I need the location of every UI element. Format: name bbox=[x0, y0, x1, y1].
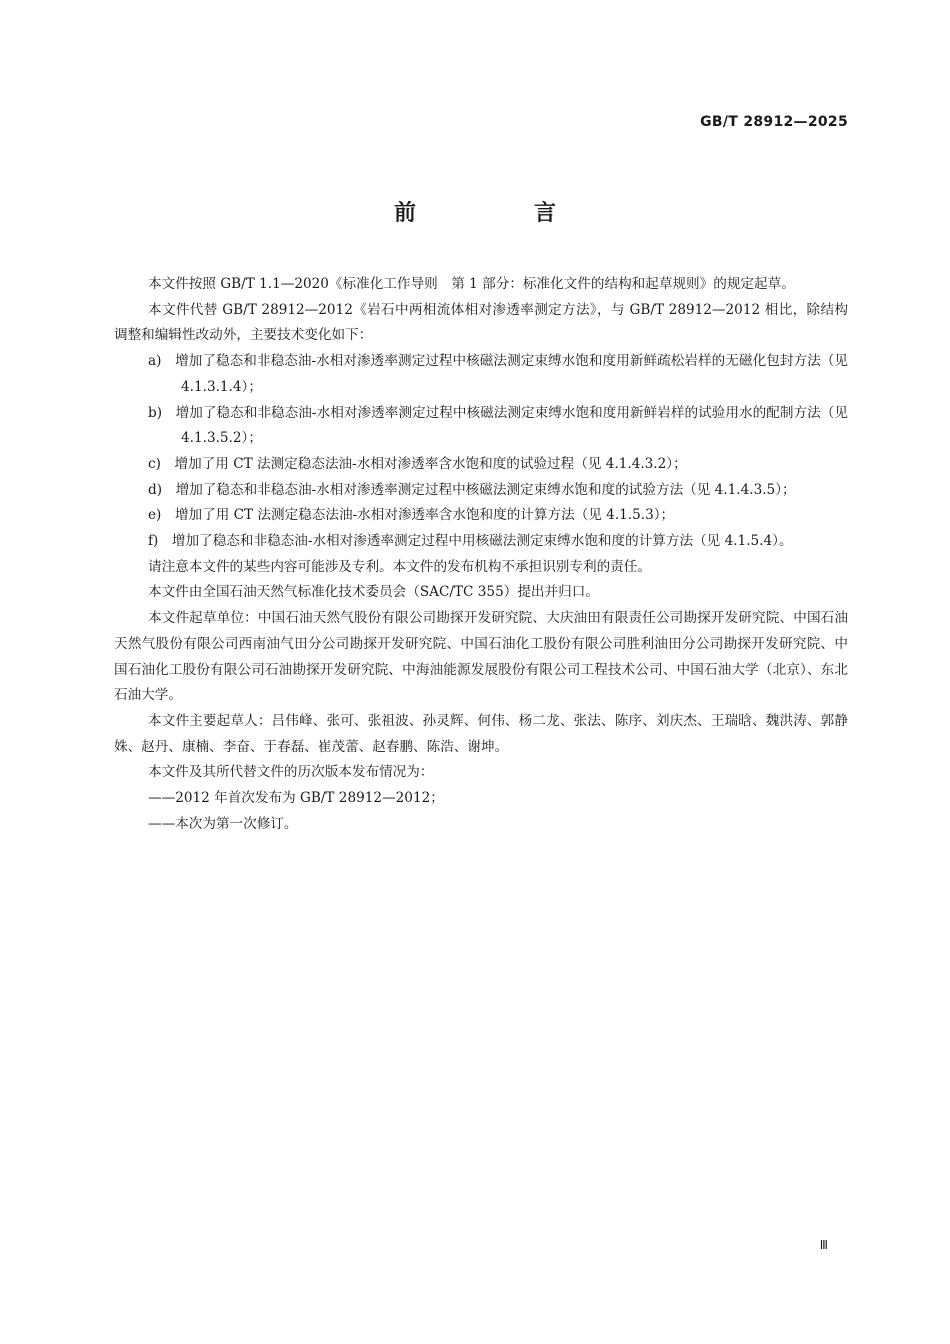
standard-code: GB/T 28912—2025 bbox=[700, 114, 848, 130]
paragraph-drafting-rules: 本文件按照 GB/T 1.1—2020《标准化工作导则 第 1 部分：标准化文件的结构和起草规则》的规定起草。 bbox=[148, 276, 795, 292]
paragraph-drafters: 本文件主要起草人：吕伟峰、张可、张祖波、孙灵辉、何伟、杨二龙、张法、陈序、刘庆杰、王瑞晗、魏洪涛、郭静姝、赵丹、康楠、李奋、于春磊、崔茂蕾、赵春鹏、陈浩、谢坤。 bbox=[114, 712, 848, 755]
foreword-body bbox=[114, 272, 848, 837]
paragraph-patent: 请注意本文件的某些内容可能涉及专利。本文件的发布机构不承担识别专利的责任。 bbox=[148, 558, 651, 575]
paragraph-replacement: 本文件代替 GB/T 28912—2012《岩石中两相流体相对渗透率测定方法》，与 GB/T 28912—2012 相比，除结构调整和编辑性改动外，主要技术变化如下： bbox=[114, 301, 848, 344]
list-item: f) 增加了稳态和非稳态油-水相对渗透率测定过程中用核磁法测定束缚水饱和度的计算方法（见 4.1.5.4）。 bbox=[148, 533, 793, 550]
paragraph-drafting-units: 本文件起草单位：中国石油天然气股份有限公司勘探开发研究院、大庆油田有限责任公司勘探开发研究院、中国石油天然气股份有限公司西南油气田分公司勘探开发研究院、中国石油化工股份有限公司胜利油田分公司勘探开发研究院、中国石油化工股份有限公司石油勘探开发研究院、中海油能源发展股份有限公司工程技术公司、中国石油大学（北京）、东北石油大学。 bbox=[114, 610, 848, 704]
paragraph-committee: 本文件由全国石油天然气标准化技术委员会（SAC/TC 355）提出并归口。 bbox=[148, 584, 599, 601]
list-item: d) 增加了稳态和非稳态油-水相对渗透率测定过程中核磁法测定束缚水饱和度的试验方法（见 4.1.4.3.5）； bbox=[148, 481, 796, 498]
page-number: Ⅲ bbox=[819, 1238, 828, 1252]
history-item: ——2012 年首次发布为 GB/T 28912—2012； bbox=[148, 790, 444, 807]
list-item: e) 增加了用 CT 法测定稳态法油-水相对渗透率含水饱和度的计算方法（见 4.1.5.3）； bbox=[148, 507, 675, 524]
list-item: c) 增加了用 CT 法测定稳态法油-水相对渗透率含水饱和度的试验过程（见 4.1.4.3.2）； bbox=[148, 455, 687, 472]
list-item: a) 增加了稳态和非稳态油-水相对渗透率测定过程中核磁法测定束缚水饱和度用新鲜疏松岩样的无磁化包封方法（见 4.1.3.1.4）； bbox=[148, 353, 848, 395]
page-title: 前 言 bbox=[393, 201, 604, 226]
list-item: b) 增加了稳态和非稳态油-水相对渗透率测定过程中核磁法测定束缚水饱和度用新鲜岩样的试验用水的配制方法（见 4.1.3.5.2）； bbox=[148, 404, 848, 447]
history-item: ——本次为第一次修订。 bbox=[148, 815, 298, 832]
paragraph-history-intro: 本文件及其所代替文件的历次版本发布情况为： bbox=[148, 764, 434, 781]
